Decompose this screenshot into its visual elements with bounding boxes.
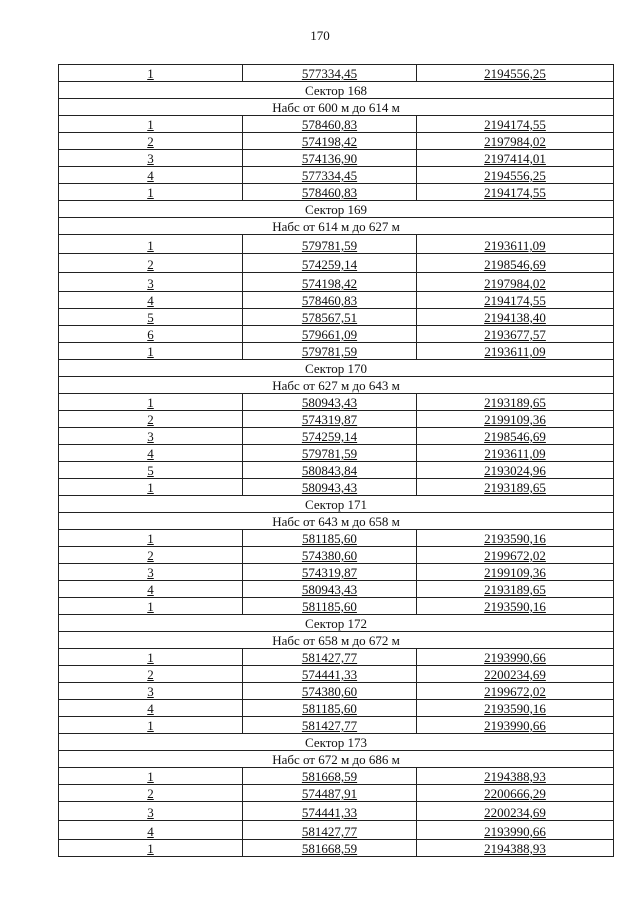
y-coordinate-cell: 2198546,69 xyxy=(417,428,614,445)
table-row xyxy=(59,133,614,150)
height-range-row xyxy=(59,377,614,394)
x-coordinate-cell: 574380,60 xyxy=(243,683,417,700)
point-number-cell: 1 xyxy=(59,840,243,857)
height-range-label: Набс от 614 м до 627 м xyxy=(59,218,614,235)
y-coordinate-cell: 2200234,69 xyxy=(417,802,614,821)
x-coordinate-cell: 574198,42 xyxy=(243,273,417,292)
page-number: 170 xyxy=(310,28,330,43)
x-coordinate-cell: 581427,77 xyxy=(243,821,417,840)
y-coordinate-cell: 2194174,55 xyxy=(417,292,614,309)
y-coordinate-cell: 2194388,93 xyxy=(417,768,614,785)
y-coordinate-cell: 2193611,09 xyxy=(417,343,614,360)
table-row xyxy=(59,428,614,445)
point-number-cell: 4 xyxy=(59,445,243,462)
table-row xyxy=(59,445,614,462)
table-row xyxy=(59,411,614,428)
x-coordinate-cell: 581668,59 xyxy=(243,840,417,857)
x-coordinate-cell: 579781,59 xyxy=(243,445,417,462)
y-coordinate-cell: 2193611,09 xyxy=(417,235,614,254)
point-number-cell: 4 xyxy=(59,700,243,717)
x-coordinate-cell: 580943,43 xyxy=(243,479,417,496)
table-row xyxy=(59,462,614,479)
y-coordinate-cell: 2193990,66 xyxy=(417,821,614,840)
x-coordinate-cell: 574441,33 xyxy=(243,802,417,821)
point-number-cell: 1 xyxy=(59,65,243,82)
y-coordinate-cell: 2194556,25 xyxy=(417,65,614,82)
x-coordinate-cell: 581427,77 xyxy=(243,649,417,666)
x-coordinate-cell: 580943,43 xyxy=(243,581,417,598)
y-coordinate-cell: 2194174,55 xyxy=(417,116,614,133)
point-number-cell: 3 xyxy=(59,428,243,445)
table-row xyxy=(59,666,614,683)
point-number-cell: 5 xyxy=(59,462,243,479)
y-coordinate-cell: 2194138,40 xyxy=(417,309,614,326)
x-coordinate-cell: 580843,84 xyxy=(243,462,417,479)
y-coordinate-cell: 2193189,65 xyxy=(417,479,614,496)
table-row xyxy=(59,326,614,343)
table-row xyxy=(59,785,614,802)
x-coordinate-cell: 577334,45 xyxy=(243,65,417,82)
height-range-label: Набс от 672 м до 686 м xyxy=(59,751,614,768)
sector-header-row xyxy=(59,734,614,751)
y-coordinate-cell: 2200666,29 xyxy=(417,785,614,802)
point-number-cell: 3 xyxy=(59,273,243,292)
x-coordinate-cell: 574487,91 xyxy=(243,785,417,802)
point-number-cell: 3 xyxy=(59,802,243,821)
table-row xyxy=(59,598,614,615)
x-coordinate-cell: 574198,42 xyxy=(243,133,417,150)
point-number-cell: 1 xyxy=(59,598,243,615)
x-coordinate-cell: 578460,83 xyxy=(243,184,417,201)
point-number-cell: 1 xyxy=(59,530,243,547)
point-number-cell: 1 xyxy=(59,235,243,254)
point-number-cell: 1 xyxy=(59,184,243,201)
y-coordinate-cell: 2197984,02 xyxy=(417,273,614,292)
height-range-row xyxy=(59,513,614,530)
table-row xyxy=(59,292,614,309)
table-row xyxy=(59,700,614,717)
point-number-cell: 1 xyxy=(59,394,243,411)
table-row xyxy=(59,581,614,598)
table-row xyxy=(59,802,614,821)
table-row xyxy=(59,683,614,700)
point-number-cell: 2 xyxy=(59,133,243,150)
height-range-label: Набс от 658 м до 672 м xyxy=(59,632,614,649)
point-number-cell: 2 xyxy=(59,254,243,273)
table-row xyxy=(59,116,614,133)
point-number-cell: 4 xyxy=(59,581,243,598)
x-coordinate-cell: 574319,87 xyxy=(243,564,417,581)
y-coordinate-cell: 2193611,09 xyxy=(417,445,614,462)
point-number-cell: 6 xyxy=(59,326,243,343)
y-coordinate-cell: 2199672,02 xyxy=(417,547,614,564)
height-range-row xyxy=(59,751,614,768)
height-range-row xyxy=(59,99,614,116)
sector-title: Сектор 173 xyxy=(59,734,614,751)
point-number-cell: 4 xyxy=(59,292,243,309)
y-coordinate-cell: 2197414,01 xyxy=(417,150,614,167)
y-coordinate-cell: 2193990,66 xyxy=(417,717,614,734)
table-row xyxy=(59,649,614,666)
table-row xyxy=(59,167,614,184)
point-number-cell: 1 xyxy=(59,717,243,734)
x-coordinate-cell: 579661,09 xyxy=(243,326,417,343)
y-coordinate-cell: 2193990,66 xyxy=(417,649,614,666)
x-coordinate-cell: 579781,59 xyxy=(243,343,417,360)
y-coordinate-cell: 2193189,65 xyxy=(417,394,614,411)
point-number-cell: 2 xyxy=(59,547,243,564)
x-coordinate-cell: 574319,87 xyxy=(243,411,417,428)
y-coordinate-cell: 2199672,02 xyxy=(417,683,614,700)
y-coordinate-cell: 2193024,96 xyxy=(417,462,614,479)
y-coordinate-cell: 2193590,16 xyxy=(417,598,614,615)
point-number-cell: 3 xyxy=(59,150,243,167)
sector-header-row xyxy=(59,496,614,513)
point-number-cell: 1 xyxy=(59,343,243,360)
y-coordinate-cell: 2194388,93 xyxy=(417,840,614,857)
y-coordinate-cell: 2194556,25 xyxy=(417,167,614,184)
x-coordinate-cell: 574441,33 xyxy=(243,666,417,683)
table-row xyxy=(59,530,614,547)
point-number-cell: 1 xyxy=(59,649,243,666)
sector-title: Сектор 168 xyxy=(59,82,614,99)
height-range-label: Набс от 643 м до 658 м xyxy=(59,513,614,530)
table-row xyxy=(59,254,614,273)
height-range-row xyxy=(59,218,614,235)
x-coordinate-cell: 581427,77 xyxy=(243,717,417,734)
y-coordinate-cell: 2200234,69 xyxy=(417,666,614,683)
point-number-cell: 2 xyxy=(59,666,243,683)
table-row xyxy=(59,235,614,254)
height-range-row xyxy=(59,632,614,649)
table-row xyxy=(59,564,614,581)
point-number-cell: 3 xyxy=(59,564,243,581)
point-number-cell: 3 xyxy=(59,683,243,700)
table-row xyxy=(59,840,614,857)
sector-header-row xyxy=(59,201,614,218)
point-number-cell: 1 xyxy=(59,768,243,785)
sector-title: Сектор 171 xyxy=(59,496,614,513)
sector-header-row xyxy=(59,615,614,632)
x-coordinate-cell: 578460,83 xyxy=(243,116,417,133)
y-coordinate-cell: 2194174,55 xyxy=(417,184,614,201)
table-row xyxy=(59,150,614,167)
x-coordinate-cell: 578567,51 xyxy=(243,309,417,326)
sector-title: Сектор 170 xyxy=(59,360,614,377)
x-coordinate-cell: 580943,43 xyxy=(243,394,417,411)
table-row xyxy=(59,717,614,734)
y-coordinate-cell: 2193189,65 xyxy=(417,581,614,598)
x-coordinate-cell: 574136,90 xyxy=(243,150,417,167)
table-row xyxy=(59,821,614,840)
point-number-cell: 4 xyxy=(59,821,243,840)
table-row xyxy=(59,343,614,360)
x-coordinate-cell: 579781,59 xyxy=(243,235,417,254)
x-coordinate-cell: 578460,83 xyxy=(243,292,417,309)
height-range-label: Набс от 627 м до 643 м xyxy=(59,377,614,394)
height-range-label: Набс от 600 м до 614 м xyxy=(59,99,614,116)
x-coordinate-cell: 581185,60 xyxy=(243,700,417,717)
y-coordinate-cell: 2198546,69 xyxy=(417,254,614,273)
point-number-cell: 1 xyxy=(59,479,243,496)
point-number-cell: 5 xyxy=(59,309,243,326)
sector-header-row xyxy=(59,360,614,377)
y-coordinate-cell: 2197984,02 xyxy=(417,133,614,150)
y-coordinate-cell: 2199109,36 xyxy=(417,411,614,428)
y-coordinate-cell: 2193677,57 xyxy=(417,326,614,343)
sector-header-row xyxy=(59,82,614,99)
y-coordinate-cell: 2193590,16 xyxy=(417,700,614,717)
x-coordinate-cell: 574259,14 xyxy=(243,428,417,445)
x-coordinate-cell: 581668,59 xyxy=(243,768,417,785)
coordinates-table xyxy=(58,64,614,857)
table-row xyxy=(59,309,614,326)
table-row xyxy=(59,65,614,82)
table-row xyxy=(59,547,614,564)
table-row xyxy=(59,394,614,411)
table-row xyxy=(59,273,614,292)
y-coordinate-cell: 2193590,16 xyxy=(417,530,614,547)
x-coordinate-cell: 581185,60 xyxy=(243,530,417,547)
point-number-cell: 1 xyxy=(59,116,243,133)
x-coordinate-cell: 574380,60 xyxy=(243,547,417,564)
point-number-cell: 2 xyxy=(59,785,243,802)
x-coordinate-cell: 574259,14 xyxy=(243,254,417,273)
x-coordinate-cell: 577334,45 xyxy=(243,167,417,184)
sector-title: Сектор 169 xyxy=(59,201,614,218)
x-coordinate-cell: 581185,60 xyxy=(243,598,417,615)
point-number-cell: 2 xyxy=(59,411,243,428)
y-coordinate-cell: 2199109,36 xyxy=(417,564,614,581)
sector-title: Сектор 172 xyxy=(59,615,614,632)
table-row xyxy=(59,184,614,201)
coordinates-table-body xyxy=(59,65,614,857)
table-row xyxy=(59,768,614,785)
point-number-cell: 4 xyxy=(59,167,243,184)
table-row xyxy=(59,479,614,496)
